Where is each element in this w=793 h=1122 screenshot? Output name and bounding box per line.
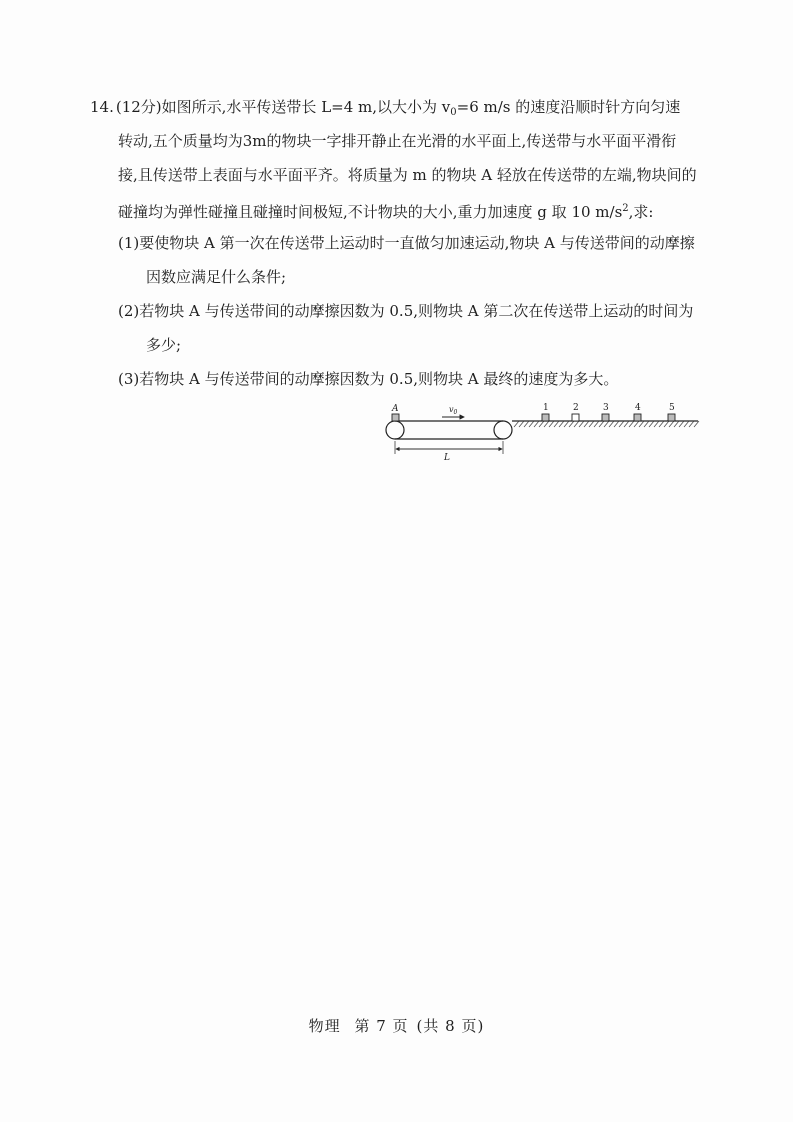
hatch-line xyxy=(659,421,664,427)
question-line-3: 接,且传送带上表面与水平面平齐。将质量为 m 的物块 A 轻放在传送带的左端,物块间的 xyxy=(118,166,697,184)
hatch-line xyxy=(609,421,614,427)
hatch-line xyxy=(524,421,529,427)
hatch-line xyxy=(684,421,689,427)
velocity-label xyxy=(449,405,458,416)
block-1 xyxy=(542,403,549,421)
block-2 xyxy=(572,403,579,421)
hatch-line xyxy=(574,421,579,427)
hatch-line xyxy=(579,421,584,427)
hatch-line xyxy=(614,421,619,427)
hatch-line xyxy=(679,421,684,427)
block-4 xyxy=(634,403,641,421)
hatch-line xyxy=(654,421,659,427)
hatch-line xyxy=(514,421,519,427)
question-line-1 xyxy=(90,90,702,124)
block-4-label: 4 xyxy=(635,403,641,413)
right-pulley xyxy=(494,421,512,439)
question-text-1: (12分)如图所示,水平传送带长 L=4 m,以大小为 v xyxy=(115,98,451,116)
left-pulley xyxy=(386,421,404,439)
ground-surface xyxy=(512,421,699,427)
hatch-line xyxy=(644,421,649,427)
sub-question-1-cont: 因数应满足什么条件; xyxy=(146,268,287,286)
hatch-line xyxy=(649,421,654,427)
hatch-line xyxy=(634,421,639,427)
block-3-box xyxy=(602,414,609,421)
question-text-4-tail: ,求: xyxy=(628,203,654,221)
block-a xyxy=(392,414,399,421)
velocity-symbol: v xyxy=(449,405,454,414)
velocity-symbol-sub: 0 xyxy=(453,409,458,416)
conveyor-belt xyxy=(386,421,512,439)
hatch-line xyxy=(549,421,554,427)
unit-superscript: 2 xyxy=(622,203,629,214)
hatch-line xyxy=(624,421,629,427)
hatch-line xyxy=(594,421,599,427)
hatch-line xyxy=(599,421,604,427)
page-footer xyxy=(0,1015,793,1036)
hatch-line xyxy=(694,421,699,427)
sub-question-2-cont: 多少; xyxy=(146,336,182,354)
question-text-1-tail: =6 m/s 的速度沿顺时针方向匀速 xyxy=(456,98,681,116)
sub-question-1: (1)要使物块 A 第一次在传送带上运动时一直做匀加速运动,物块 A 与传送带间的动摩擦 xyxy=(118,234,695,252)
hatch-line xyxy=(554,421,559,427)
block-a-label: A xyxy=(392,404,399,414)
length-label: L xyxy=(444,453,450,463)
hatch-line xyxy=(569,421,574,427)
hatch-line xyxy=(529,421,534,427)
question-number: 14. xyxy=(90,98,114,116)
block-4-box xyxy=(634,414,641,421)
ground-hatching xyxy=(514,421,699,427)
question-line-2: 转动,五个质量均为3m的物块一字排开静止在光滑的水平面上,传送带与水平面平滑衔 xyxy=(118,132,677,150)
velocity-subscript: 0 xyxy=(450,107,457,118)
hatch-line xyxy=(664,421,669,427)
hatch-line xyxy=(584,421,589,427)
hatch-line xyxy=(674,421,679,427)
block-2-label: 2 xyxy=(573,403,579,413)
sub-question-2: (2)若物块 A 与传送带间的动摩擦因数为 0.5,则物块 A 第二次在传送带上运动的时间为 xyxy=(118,302,694,320)
hatch-line xyxy=(604,421,609,427)
question-line-4 xyxy=(90,192,702,226)
block-2-box xyxy=(572,414,579,421)
hatch-line xyxy=(544,421,549,427)
block-3-label: 3 xyxy=(603,403,609,413)
hatch-line xyxy=(689,421,694,427)
question-14 xyxy=(90,90,702,396)
hatch-line xyxy=(564,421,569,427)
block-3 xyxy=(602,403,609,421)
hatch-line xyxy=(669,421,674,427)
hatch-line xyxy=(589,421,594,427)
footer-total: (共 8 页) xyxy=(416,1017,485,1035)
question-text-4: 碰撞均为弹性碰撞且碰撞时间极短,不计物块的大小,重力加速度 g 取 10 m/s xyxy=(118,203,623,221)
block-5 xyxy=(668,403,675,421)
block-5-box xyxy=(668,414,675,421)
hatch-line xyxy=(534,421,539,427)
block-1-label: 1 xyxy=(543,403,549,413)
hatch-line xyxy=(629,421,634,427)
conveyor-diagram xyxy=(382,398,702,468)
footer-page: 第 7 页 xyxy=(354,1017,409,1035)
footer-subject: 物理 xyxy=(308,1017,341,1035)
sub-question-3: (3)若物块 A 与传送带间的动摩擦因数为 0.5,则物块 A 最终的速度为多大。 xyxy=(118,370,619,388)
hatch-line xyxy=(559,421,564,427)
hatch-line xyxy=(619,421,624,427)
hatch-line xyxy=(639,421,644,427)
block-1-box xyxy=(542,414,549,421)
hatch-line xyxy=(519,421,524,427)
hatch-line xyxy=(539,421,544,427)
block-5-label: 5 xyxy=(669,403,675,413)
